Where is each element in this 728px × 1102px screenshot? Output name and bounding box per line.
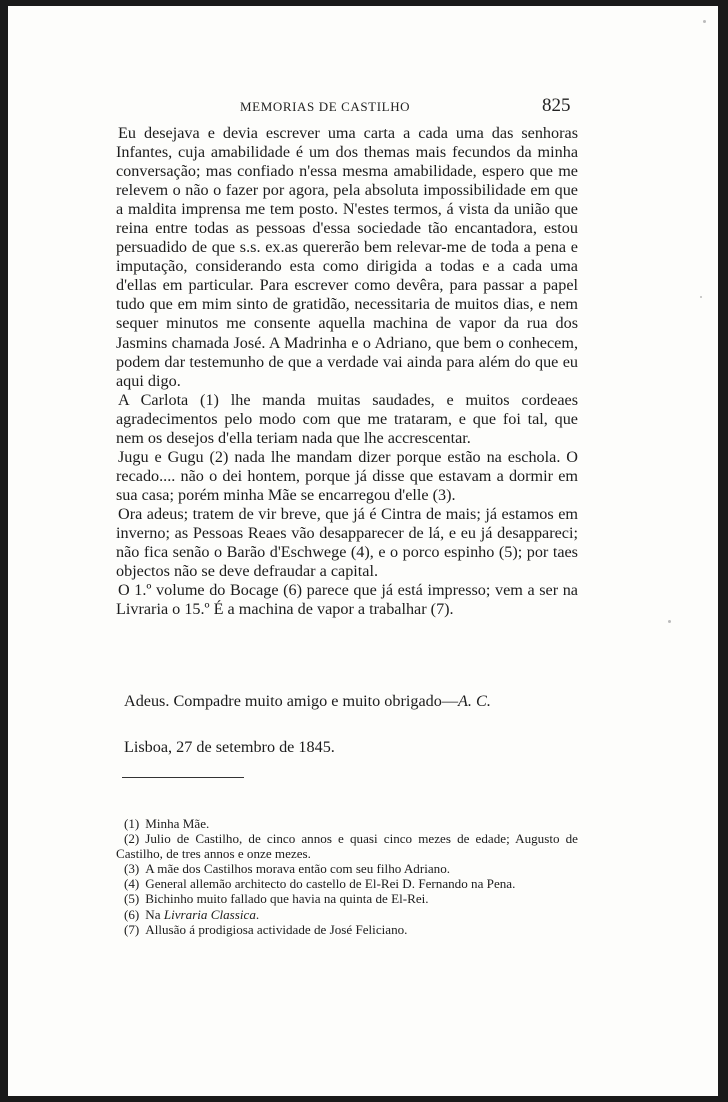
footnote-number: (5) xyxy=(124,891,140,907)
running-title: MEMORIAS DE CASTILHO xyxy=(240,99,411,114)
footnote-text: Minha Mãe. xyxy=(145,816,210,831)
footnote-divider xyxy=(122,777,244,778)
footnote-number: (6) xyxy=(124,906,140,922)
footnote-number: (2) xyxy=(124,831,140,847)
paper-speck xyxy=(700,296,702,298)
letter-body xyxy=(116,124,578,619)
farewell-line xyxy=(124,692,491,711)
footnote-3 xyxy=(116,861,578,876)
footnote-number: (1) xyxy=(124,816,140,831)
page-number: 825 xyxy=(542,95,571,116)
paper-speck xyxy=(703,20,706,23)
footnote-text: Na xyxy=(145,906,164,922)
page-header xyxy=(8,96,718,118)
paper-speck xyxy=(668,620,671,623)
farewell-text: Adeus. Compadre muito amigo e muito obrigado— xyxy=(124,692,459,710)
paragraph-3: Jugu e Gugu (2) nada lhe mandam dizer porque estão na eschola. O recado.... não o dei hontem, porque já disse que estavam a dormir em sua casa; porém minha Mãe se encarregou d'elle (3). xyxy=(116,447,578,504)
footnote-title: Livraria Classica xyxy=(163,906,256,922)
footnotes xyxy=(116,816,578,937)
footnote-text: General allemão architecto do castello de El-Rei D. Fernando na Pena. xyxy=(145,876,516,892)
footnote-text: Julio de Castilho, de cinco annos e quasi cinco mezes de edade; Augusto de Castilho, de tres annos e onze mezes. xyxy=(116,831,578,862)
book-page xyxy=(8,6,718,1096)
footnote-text: Bichinho muito fallado que havia na quinta de El-Rei. xyxy=(145,891,429,907)
footnote-number: (7) xyxy=(124,921,140,937)
footnote-7 xyxy=(116,922,578,937)
footnote-text: Allusão á prodigiosa actividade de José Feliciano. xyxy=(145,921,408,937)
footnote-number: (3) xyxy=(124,861,140,877)
footnote-6 xyxy=(116,907,578,922)
footnote-1 xyxy=(116,816,578,831)
paragraph-5: O 1.º volume do Bocage (6) parece que já está impresso; vem a ser na Livraria o 15.º É a machina de vapor a trabalhar (7). xyxy=(116,581,578,619)
paragraph-4: Ora adeus; tratem de vir breve, que já é Cintra de mais; já estamos em inverno; as Pessoas Reaes vão desapparecer de lá, e eu já desappareci; não fica senão o Barão d'Eschwege (4), e o porco espinho (5); por taes objectos não se deve defraudar a capital. xyxy=(116,504,578,581)
footnote-2 xyxy=(116,831,578,861)
paragraph-1: Eu desejava e devia escrever uma carta a cada uma das senhoras Infantes, cuja amabilidade é um dos themas mais fecundos da minha conversação; mas confiado n'essa mesma amabilidade, espero que me relevem o não o fazer por agora, pela absoluta impossibilidade em que a maldita imprensa me tem posto. N'estes termos, á vista da união que reina entre todas as pessoas d'essa sociedade tão encantadora, estou persuadido de que s.s. ex.as quererão bem relevar-me de toda a pena e imputação, considerando esta como dirigida a todas e a cada uma d'ellas em particular. Para escrever como devêra, para passar a papel tudo que em mim sinto de gratidão, necessitaria de muitos dias, e nem sequer minutos me consente aquella machina de vapor da rua dos Jasmins chamada José. A Madrinha e o Adriano, que bem o conhecem, podem dar testemunho de que a verdade vai ainda para além do que eu aqui digo. xyxy=(116,124,578,390)
footnote-4 xyxy=(116,876,578,891)
place-date: Lisboa, 27 de setembro de 1845. xyxy=(124,738,335,756)
paragraph-2: A Carlota (1) lhe manda muitas saudades, e muitos cordeaes agradecimentos pelo modo com que me trataram, e que foi tal, que nem os desejos d'ella teriam nada que lhe accrescentar. xyxy=(116,390,578,447)
footnote-text: A mãe dos Castilhos morava então com seu filho Adriano. xyxy=(145,861,451,877)
footnote-5 xyxy=(116,891,578,906)
footnote-number: (4) xyxy=(124,876,140,892)
signature: A. C. xyxy=(458,692,491,710)
footnote-text-end: . xyxy=(255,906,260,922)
